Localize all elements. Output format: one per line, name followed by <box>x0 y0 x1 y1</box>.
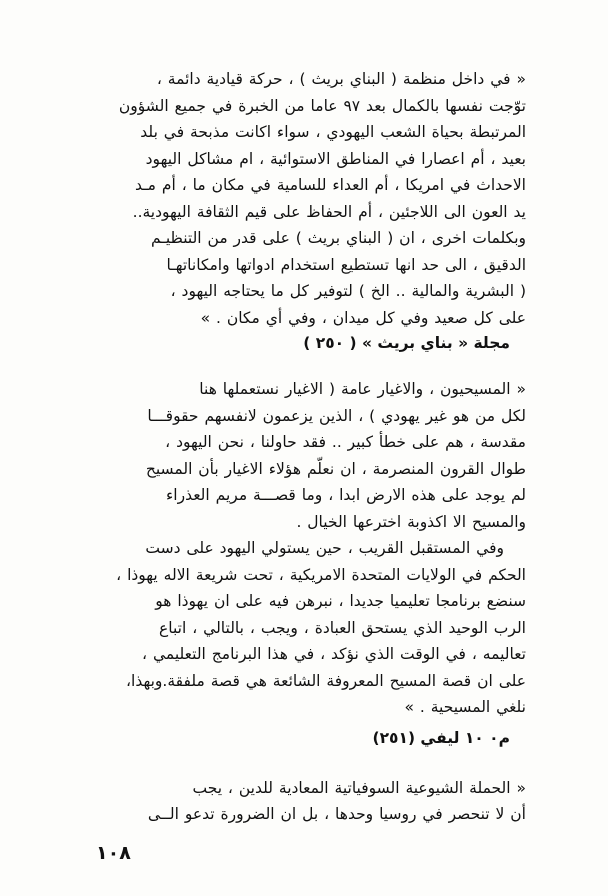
text-line: « المسيحيون ، والاغيار عامة ( الاغيار نستعملها هنا <box>199 380 526 398</box>
text-line: على كل صعيد وفي كل ميدان ، وفي أي مكان . » <box>200 308 526 327</box>
quote-block-soviet <box>74 775 526 828</box>
quote-block-bnai-brith <box>74 66 526 331</box>
text-line: ( البشرية والمالية .. الخ ) لتوفير كل ما يحتاجه اليهود ، <box>170 282 526 300</box>
text-line: والمسيح الا اكذوبة اخترعها الخيال . <box>296 512 526 531</box>
text-line: لكل من هو غير يهودي ) ، الذين يزعمون لانفسهم حقوقـــا <box>147 406 526 425</box>
text-line: طوال القرون المنصرمة ، ان نعلّم هؤلاء الاغيار بأن المسيح <box>145 459 526 478</box>
text-line: على ان قصة المسيح المعروفة الشائعة هي قصة ملفقة.وبهذا، <box>126 671 526 690</box>
text-line: وفي المستقبل القريب ، حين يستولي اليهود على دست <box>145 539 504 557</box>
text-line: بعيد ، أم اعصارا في المناطق الاستوائية ، ام مشاكل اليهود <box>145 149 526 168</box>
quote-block-christians <box>74 376 526 721</box>
source-citation: م٠ ١٠ ليفي (٢٥١) <box>372 728 510 747</box>
text-line: توّجت نفسها بالكمال بعد ٩٧ عاما من الخبرة في جميع الشؤون <box>118 96 526 115</box>
text-line: الرب الوحيد الذي يستحق العبادة ، ويجب ، بالتالي ، اتباع <box>159 618 526 637</box>
text-line: وبكلمات اخرى ، ان ( البناي بريث ) على قدر من التنظيـم <box>150 229 526 247</box>
text-line: المرتبطة بحياة الشعب اليهودي ، سواء اكانت مذبحة في بلد <box>140 123 526 141</box>
source-citation: مجلة « بناي بريث » ( ٢٥٠ ) <box>303 334 510 352</box>
text-line: نلغي المسيحية . » <box>404 698 526 716</box>
text-line: سنضع برنامجا تعليميا جديدا ، نبرهن فيه على ان يهوذا هو <box>155 592 526 610</box>
page-number: ١٠٨ <box>96 842 131 864</box>
text-line: تعاليمه ، في الوقت الذي نؤكد ، في هذا البرنامج التعليمي ، <box>142 645 526 663</box>
text-line: أن لا تنحصر في روسيا وحدها ، بل ان الضرورة تدعو الــى <box>147 805 526 823</box>
text-line: « في داخل منظمة ( البناي بريث ) ، حركة قيادية دائمة ، <box>156 70 526 88</box>
text-line: مقدسة ، هم على خطأ كبير .. فقد حاولنا ، نحن اليهود ، <box>165 433 526 451</box>
text-line: الدقيق ، الى حد انها تستطيع استخدام ادواتها وامكاناتهـا <box>166 255 526 274</box>
text-line: الاحداث في امريكا ، أم العداء للسامية في مكان ما ، أم مـد <box>134 176 526 194</box>
text-line: يد العون الى اللاجئين ، أم الحفاظ على قيم الثقافة اليهودية.. <box>132 202 526 221</box>
text-line: الحكم في الولايات المتحدة الامريكية ، تحت شريعة الاله يهوذا ، <box>116 565 526 584</box>
text-line: « الحملة الشيوعية السوفياتية المعادية للدين ، يجب <box>192 778 526 797</box>
text-line: لم يوجد على هذه الارض ابدا ، وما قصـــة مريم العذراء <box>165 486 526 504</box>
